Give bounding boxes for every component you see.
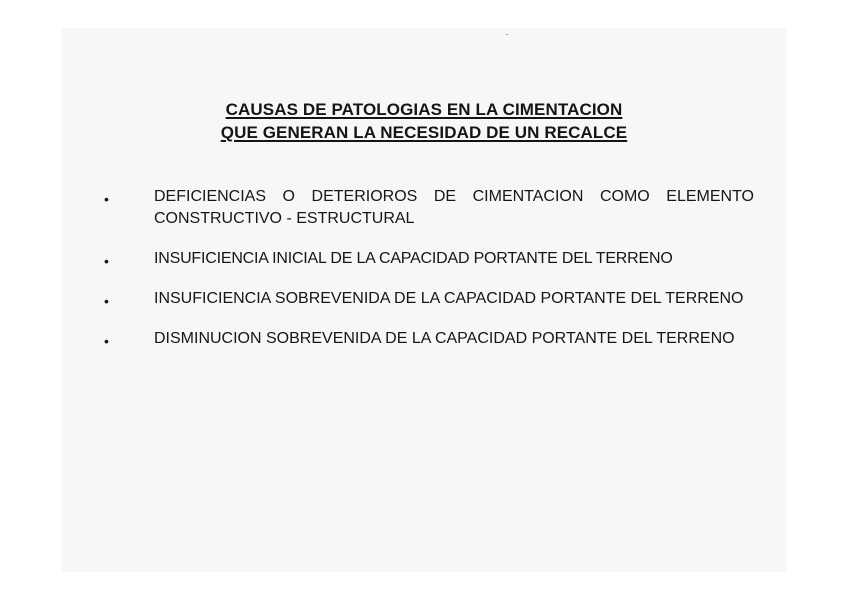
bullet-icon: • [104, 191, 109, 207]
list-item [102, 288, 754, 310]
bullet-icon: • [104, 293, 109, 309]
bullet-icon: • [104, 333, 109, 349]
list-item-text: DISMINUCION SOBREVENIDA DE LA CAPACIDAD PORTANTE DEL TERRENO [154, 330, 735, 347]
list-item [102, 328, 754, 350]
list-item [102, 248, 754, 270]
bullet-list [102, 186, 754, 350]
scan-speck [506, 34, 508, 35]
list-item-text: DEFICIENCIAS O DETERIOROS DE CIMENTACION COMO ELEMENTO CONSTRUCTIVO - ESTRUCTURAL [154, 188, 754, 227]
page-title [0, 98, 848, 144]
title-line-2: QUE GENERAN LA NECESIDAD DE UN RECALCE [220, 123, 628, 142]
bullet-icon: • [104, 253, 109, 269]
title-line-1: CAUSAS DE PATOLOGIAS EN LA CIMENTACION [225, 100, 623, 119]
list-item-text: INSUFICIENCIA INICIAL DE LA CAPACIDAD PORTANTE DEL TERRENO [154, 250, 673, 267]
list-item-text: INSUFICIENCIA SOBREVENIDA DE LA CAPACIDAD PORTANTE DEL TERRENO [154, 290, 744, 307]
list-item [102, 186, 754, 230]
